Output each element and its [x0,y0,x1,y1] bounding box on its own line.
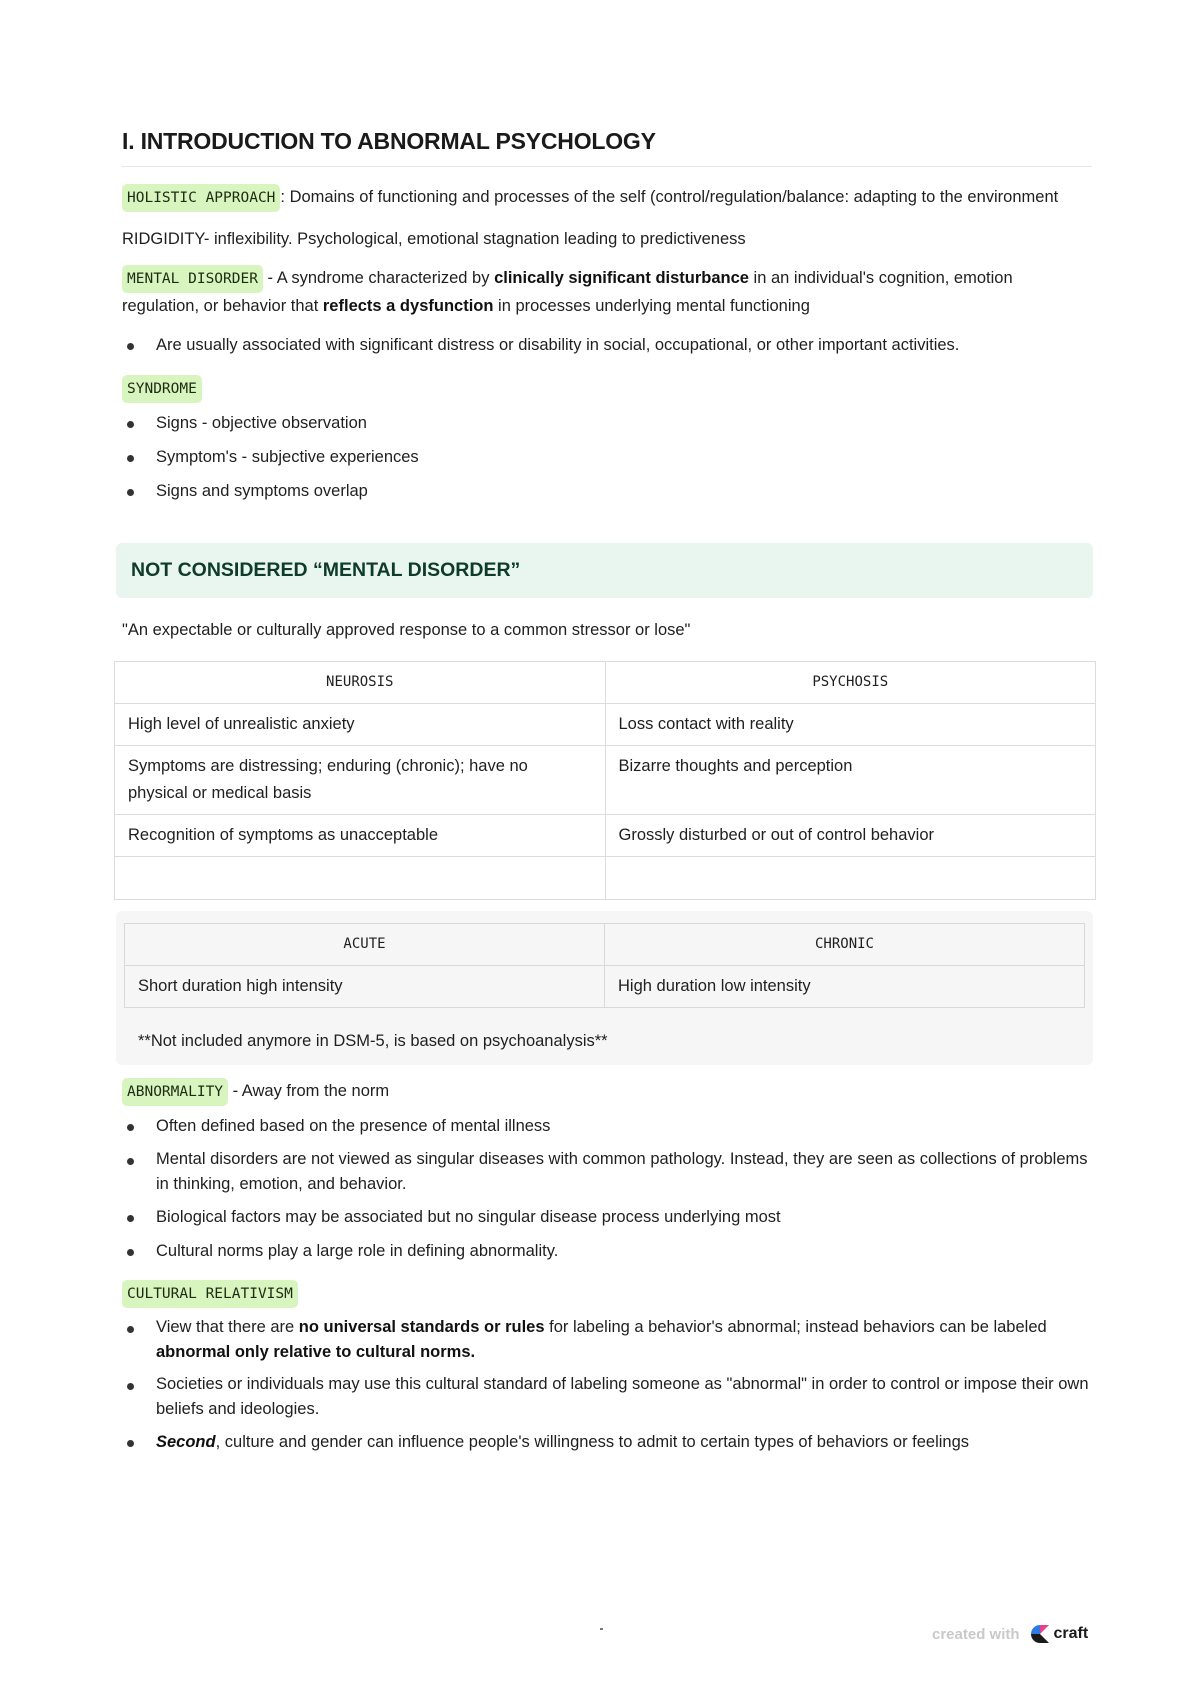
cultural-list [122,1315,1092,1456]
abnormality-list [122,1113,1092,1265]
neurosis-psychosis-table [114,661,1096,900]
md-bold-2: reflects a dysfunction [322,297,494,315]
syndrome-heading [122,375,1092,403]
created-with-label: created with [932,1625,1020,1643]
page-marker [600,1628,603,1630]
table-row [115,857,1096,900]
mental-disorder-list [122,332,1092,359]
list-item: Are usually associated with significant distress or disability in social, occupational, or other important activities. [122,332,1092,359]
table-header-row [125,924,1085,966]
list-item: Biological factors may be associated but no singular disease process underlying most [122,1204,1092,1231]
list-item: Societies or individuals may use this cultural standard of labeling someone as "abnormal" in order to control or impose their own beliefs and ideologies. [122,1372,1092,1422]
column-header: NEUROSIS [115,662,606,704]
table-header-row [115,662,1096,704]
column-header: CHRONIC [605,924,1085,966]
page-title: I. INTRODUCTION TO ABNORMAL PSYCHOLOGY [122,128,1092,167]
mental-disorder-paragraph [122,265,1092,320]
syndrome-tag: SYNDROME [122,375,202,403]
abnormality-tag: ABNORMALITY [122,1078,228,1106]
table-row [115,704,1096,746]
abnormality-heading [122,1078,1092,1106]
craft-badge-link[interactable] [932,1624,1088,1644]
document-body [122,128,1092,1456]
list-item: Signs - objective observation [122,410,1092,437]
list-item: Cultural norms play a large role in defining abnormality. [122,1238,1092,1265]
dsm-note: **Not included anymore in DSM-5, is based on psychoanalysis** [138,1032,608,1050]
callout-not-considered [116,543,1093,598]
craft-logo-icon [1030,1624,1050,1644]
acute-chronic-table [124,923,1085,1008]
cr-bold-2: abnormal only relative to cultural norms. [156,1343,476,1361]
md-bold-1: clinically significant disturbance [494,269,749,287]
table-cell: Symptoms are distressing; enduring (chronic); have no physical or medical basis [115,746,606,815]
acute-chronic-block [116,911,1093,1065]
table-row [125,966,1085,1008]
table-cell: Short duration high intensity [125,966,605,1008]
md-text-1: - A syndrome characterized by [262,269,495,287]
md-text-2: in an individual's cognition, emotion regulation, or behavior that [122,269,1013,315]
cr-text-3: , culture and gender can influence people's willingness to admit to certain types of behaviors or feelings [215,1433,970,1451]
cr-text-1: View that there are [156,1318,299,1336]
table-cell: Recognition of symptoms as unacceptable [115,815,606,857]
cr-bold-1: no universal standards or rules [298,1318,545,1336]
quote-paragraph: "An expectable or culturally approved response to a common stressor or lose" [122,621,691,639]
cr-text-2: for labeling a behavior's abnormal; instead behaviors can be labeled [544,1318,1047,1336]
column-header: ACUTE [125,924,605,966]
table-row [115,746,1096,815]
column-header: PSYCHOSIS [605,662,1096,704]
table-cell [605,857,1096,900]
mental-disorder-tag: MENTAL DISORDER [122,265,263,293]
table-cell: Bizarre thoughts and perception [605,746,1096,815]
table-cell: Loss contact with reality [605,704,1096,746]
callout-title: NOT CONSIDERED “MENTAL DISORDER” [131,559,521,581]
cultural-relativism-tag: CULTURAL RELATIVISM [122,1280,298,1308]
table-cell: High duration low intensity [605,966,1085,1008]
list-item [122,1429,1092,1456]
md-text-3: in processes underlying mental functioning [493,297,810,315]
list-item: Symptom's - subjective experiences [122,444,1092,471]
holistic-tag: HOLISTIC APPROACH [122,184,280,212]
list-item [122,1315,1092,1365]
list-item: Often defined based on the presence of mental illness [122,1113,1092,1140]
abnormality-text: - Away from the norm [228,1082,390,1100]
syndrome-list [122,410,1092,505]
table-cell: Grossly disturbed or out of control behavior [605,815,1096,857]
cultural-heading [122,1280,1092,1308]
list-item: Mental disorders are not viewed as singular diseases with common pathology. Instead, they are seen as collections of problems in thinking, emotion, and behavior. [122,1147,1092,1197]
table-cell: High level of unrealistic anxiety [115,704,606,746]
rigidity-paragraph: RIDGIDITY- inflexibility. Psychological, emotional stagnation leading to predictiveness [122,230,746,248]
list-item: Signs and symptoms overlap [122,478,1092,505]
holistic-paragraph [122,184,1092,212]
table-row [115,815,1096,857]
holistic-text: : Domains of functioning and processes of the self (control/regulation/balance: adapting to the environment [280,188,1059,206]
table-cell [115,857,606,900]
cr-italic-bold: Second [156,1433,216,1451]
craft-wordmark: craft [1053,1625,1089,1642]
